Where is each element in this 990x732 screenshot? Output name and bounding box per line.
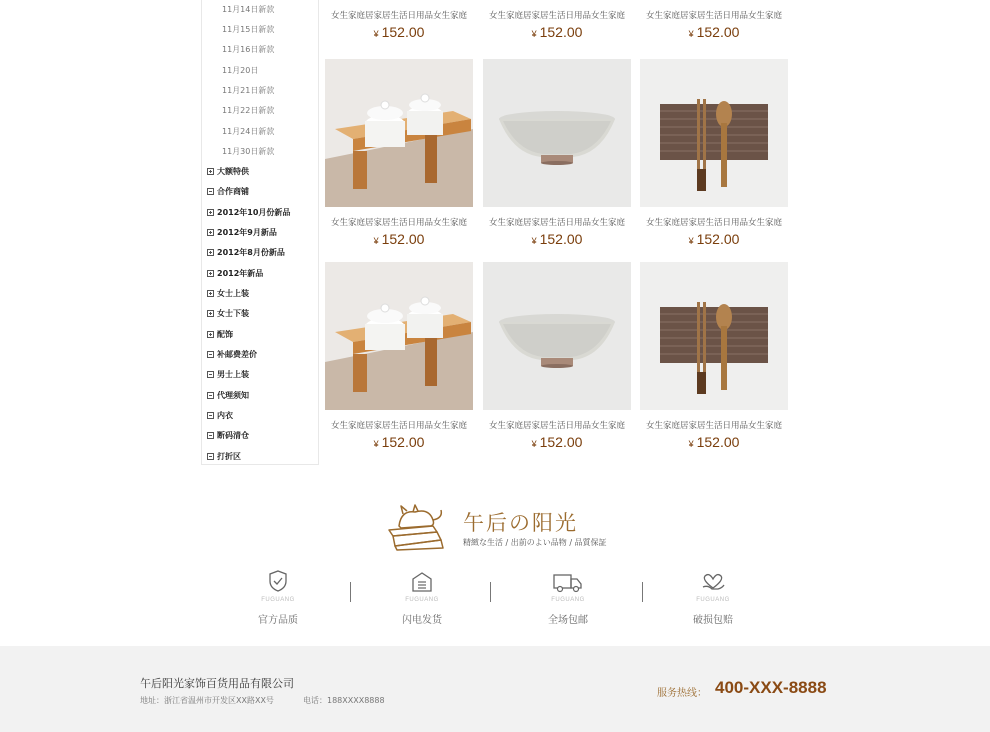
sidebar-category-label: 代理须知 [217,391,249,400]
feature-label: 官方品质 [258,615,298,626]
company-name: 午后阳光家饰百货用品有限公司 [140,677,294,690]
feature-subtitle: FUGUANG [551,597,585,603]
currency-symbol: ¥ [373,439,379,449]
sidebar-subitem[interactable]: 11月30日新款 [222,147,275,156]
bowl-image[interactable] [483,59,631,207]
price-value: 152.00 [539,434,583,450]
product-price [483,231,631,247]
heart-hand-icon [700,569,726,599]
sidebar-category-label: 女士下装 [217,309,249,318]
spoon-chopsticks-image[interactable] [640,262,788,410]
sidebar-category-label: 2012年新品 [217,269,264,278]
price-value: 152.00 [381,434,425,450]
collapse-icon[interactable] [207,351,214,358]
sidebar-category[interactable] [207,247,285,258]
price-value: 152.00 [381,231,425,247]
expand-icon[interactable] [207,229,214,236]
product-price [640,231,788,247]
collapse-icon[interactable] [207,392,214,399]
product-price [325,231,473,247]
price-value: 152.00 [381,24,425,40]
currency-symbol: ¥ [688,439,694,449]
sidebar-category[interactable] [207,227,277,238]
expand-icon[interactable] [207,249,214,256]
feature-subtitle: FUGUANG [261,597,295,603]
feature-label: 破损包赔 [693,615,733,626]
product-price [483,24,631,40]
sidebar-category-label: 2012年9月新品 [217,228,277,237]
product-title[interactable]: 女生家庭居家居生活日用品女生家庭 [645,421,782,431]
sidebar-category[interactable] [207,349,257,360]
sidebar-category-label: 大额特供 [217,167,249,176]
feature-subtitle: FUGUANG [696,597,730,603]
feature-label: 闪电发货 [402,615,442,626]
sidebar-category-label: 配饰 [217,330,233,339]
sidebar-category-label: 男士上装 [217,370,249,379]
expand-icon[interactable] [207,331,214,338]
sidebar-subitem[interactable]: 11月24日新款 [222,127,275,136]
bowl-stand-image[interactable] [325,262,473,410]
sidebar-subitem[interactable]: 11月16日新款 [222,45,275,54]
collapse-icon[interactable] [207,188,214,195]
price-value: 152.00 [696,24,740,40]
truck-icon [552,570,584,598]
product-title[interactable]: 女生家庭居家居生活日用品女生家庭 [488,11,625,21]
expand-icon[interactable] [207,290,214,297]
feature-divider [490,582,491,602]
collapse-icon[interactable] [207,432,214,439]
expand-icon[interactable] [207,209,214,216]
product-title[interactable]: 女生家庭居家居生活日用品女生家庭 [330,421,467,431]
brand-name: 午后の阳光 [463,511,578,535]
sidebar-category[interactable] [207,329,233,340]
product-title[interactable]: 女生家庭居家居生活日用品女生家庭 [488,421,625,431]
sidebar-subitem[interactable]: 11月22日新款 [222,106,275,115]
sidebar-category-label: 女士上装 [217,289,249,298]
price-value: 152.00 [696,231,740,247]
currency-symbol: ¥ [373,236,379,246]
collapse-icon[interactable] [207,453,214,460]
warehouse-icon [410,570,434,598]
sidebar-category[interactable] [207,369,249,380]
sidebar-category[interactable] [207,186,249,197]
product-title[interactable]: 女生家庭居家居生活日用品女生家庭 [488,218,625,228]
collapse-icon[interactable] [207,371,214,378]
spoon-chopsticks-image[interactable] [640,59,788,207]
sidebar-category[interactable] [207,207,290,218]
currency-symbol: ¥ [688,29,694,39]
currency-symbol: ¥ [373,29,379,39]
currency-symbol: ¥ [531,236,537,246]
feature-divider [350,582,351,602]
sidebar-category-label: 断码清仓 [217,431,249,440]
feature-label: 全场包邮 [548,615,588,626]
product-price [640,24,788,40]
page-footer [0,646,990,732]
sidebar-category[interactable] [207,268,263,279]
sidebar-subitem[interactable]: 11月21日新款 [222,86,275,95]
product-title[interactable]: 女生家庭居家居生活日用品女生家庭 [645,11,782,21]
sidebar-category[interactable] [207,451,241,462]
cat-on-books-icon [385,502,455,556]
currency-symbol: ¥ [688,236,694,246]
sidebar-category[interactable] [207,288,249,299]
sidebar-category-label: 合作商铺 [217,187,249,196]
product-price [483,434,631,450]
price-value: 152.00 [539,24,583,40]
price-value: 152.00 [539,231,583,247]
sidebar-category-label: 2012年8月份新品 [217,248,285,257]
sidebar-subitem[interactable]: 11月20日 [222,66,259,75]
expand-icon[interactable] [207,310,214,317]
bowl-stand-image[interactable] [325,59,473,207]
expand-icon[interactable] [207,168,214,175]
sidebar-category[interactable] [207,410,233,421]
sidebar-category-label: 打折区 [217,452,241,461]
sidebar-category-label: 补邮费差价 [217,350,257,359]
product-price [640,434,788,450]
sidebar-category-label: 2012年10月份新品 [217,208,291,217]
currency-symbol: ¥ [531,29,537,39]
feature-divider [642,582,643,602]
feature-subtitle: FUGUANG [405,597,439,603]
product-title[interactable]: 女生家庭居家居生活日用品女生家庭 [645,218,782,228]
currency-symbol: ¥ [531,439,537,449]
product-price [325,434,473,450]
company-phone: 电话：188XXXX8888 [303,696,385,705]
product-price [325,24,473,40]
product-title[interactable]: 女生家庭居家居生活日用品女生家庭 [330,11,467,21]
sidebar-category[interactable] [207,430,249,441]
sidebar-subitem[interactable]: 11月15日新款 [222,25,275,34]
sidebar-category-label: 内衣 [217,411,233,420]
shield-check-icon [266,569,290,597]
product-title[interactable]: 女生家庭居家居生活日用品女生家庭 [330,218,467,228]
sidebar-category[interactable] [207,166,249,177]
company-address: 地址：浙江省温州市开发区XX路XX号 [140,696,274,705]
sidebar-subitem[interactable]: 11月14日新款 [222,5,275,14]
sidebar-category[interactable] [207,390,249,401]
brand-slogan: 精緻な生活 / 出前のよい品物 / 品質保証 [463,538,607,547]
sidebar-category[interactable] [207,308,249,319]
category-sidebar [201,0,319,465]
collapse-icon[interactable] [207,412,214,419]
hotline-number[interactable]: 400-XXX-8888 [715,678,827,697]
bowl-image[interactable] [483,262,631,410]
hotline-label: 服务热线： [657,688,707,699]
price-value: 152.00 [696,434,740,450]
expand-icon[interactable] [207,270,214,277]
